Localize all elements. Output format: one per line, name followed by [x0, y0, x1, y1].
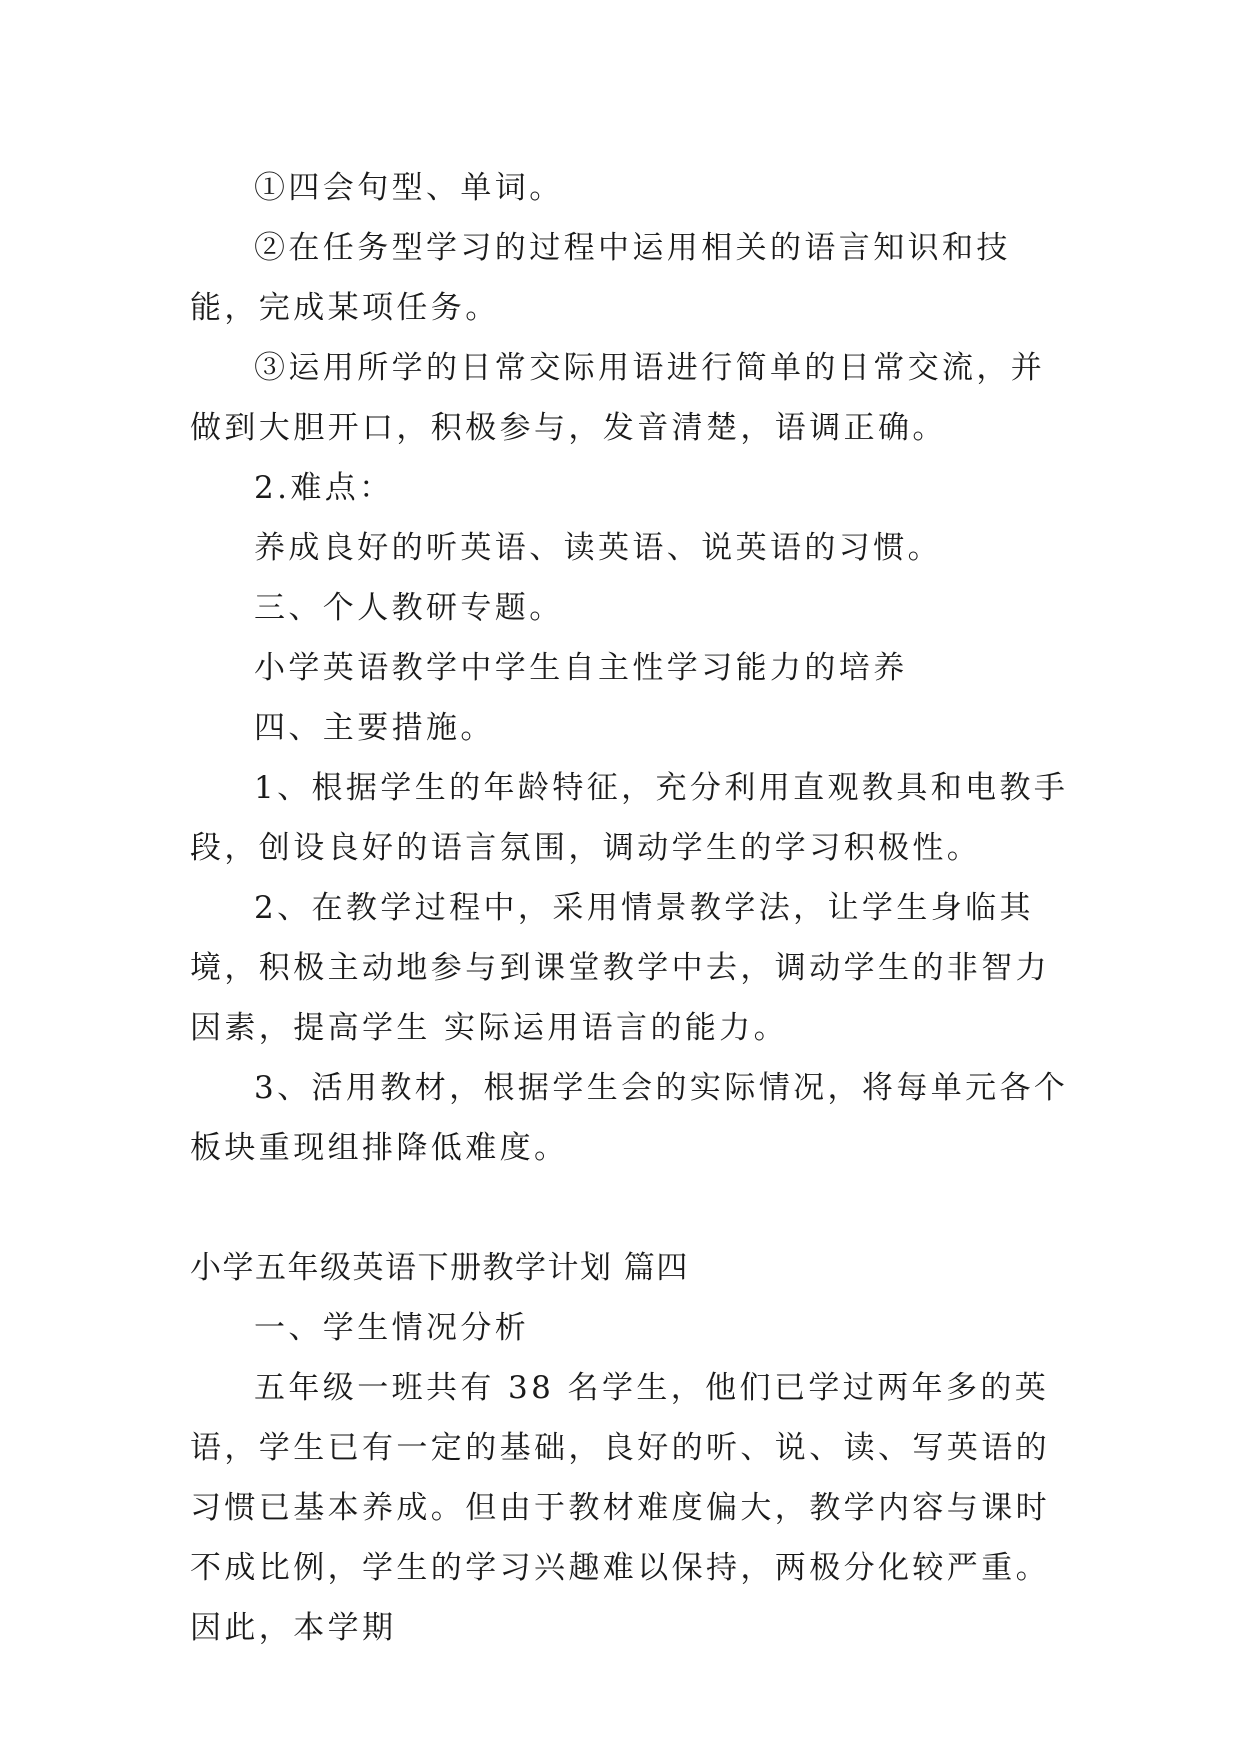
list-item-task-learning: ②在任务型学习的过程中运用相关的语言知识和技能，完成某项任务。: [190, 230, 1011, 326]
difficulty-text: 养成良好的听英语、读英语、说英语的习惯。: [254, 530, 942, 566]
heading-research-topic: 三、个人教研专题。: [254, 590, 564, 626]
research-topic-text: 小学英语教学中学生自主性学习能力的培养: [254, 650, 908, 686]
section-title: 小学五年级英语下册教学计划 篇四: [190, 1250, 689, 1286]
measure-item-3: 3、活用教材，根据学生会的实际情况，将每单元各个板块重现组排降低难度。: [190, 1070, 1069, 1166]
section-spacer: [190, 1178, 1070, 1238]
list-item-four-skills: ①四会句型、单词。: [254, 170, 564, 206]
document-body: [190, 158, 1070, 1658]
heading-main-measures: 四、主要措施。: [254, 710, 495, 746]
measure-item-1: 1、根据学生的年龄特征，充分利用直观教具和电教手段，创设良好的语言氛围，调动学生的学习积极性。: [190, 770, 1069, 866]
list-item-daily-communication: ③运用所学的日常交际用语进行简单的日常交流，并做到大胆开口，积极参与，发音清楚，语调正确。: [190, 350, 1046, 446]
measure-item-2: 2、在教学过程中，采用情景教学法，让学生身临其境，积极主动地参与到课堂教学中去，调动学生的非智力因素，提高学生 实际运用语言的能力。: [190, 890, 1050, 1046]
student-analysis-text: 五年级一班共有 38 名学生，他们已学过两年多的英语，学生已有一定的基础，良好的听、说、读、写英语的习惯已基本养成。但由于教材难度偏大，教学内容与课时不成比例，学生的学习兴趣难以保持，两极分化较严重。因此，本学期: [190, 1370, 1050, 1646]
heading-difficulty: 2.难点：: [254, 470, 394, 506]
heading-student-analysis: 一、学生情况分析: [254, 1310, 530, 1346]
